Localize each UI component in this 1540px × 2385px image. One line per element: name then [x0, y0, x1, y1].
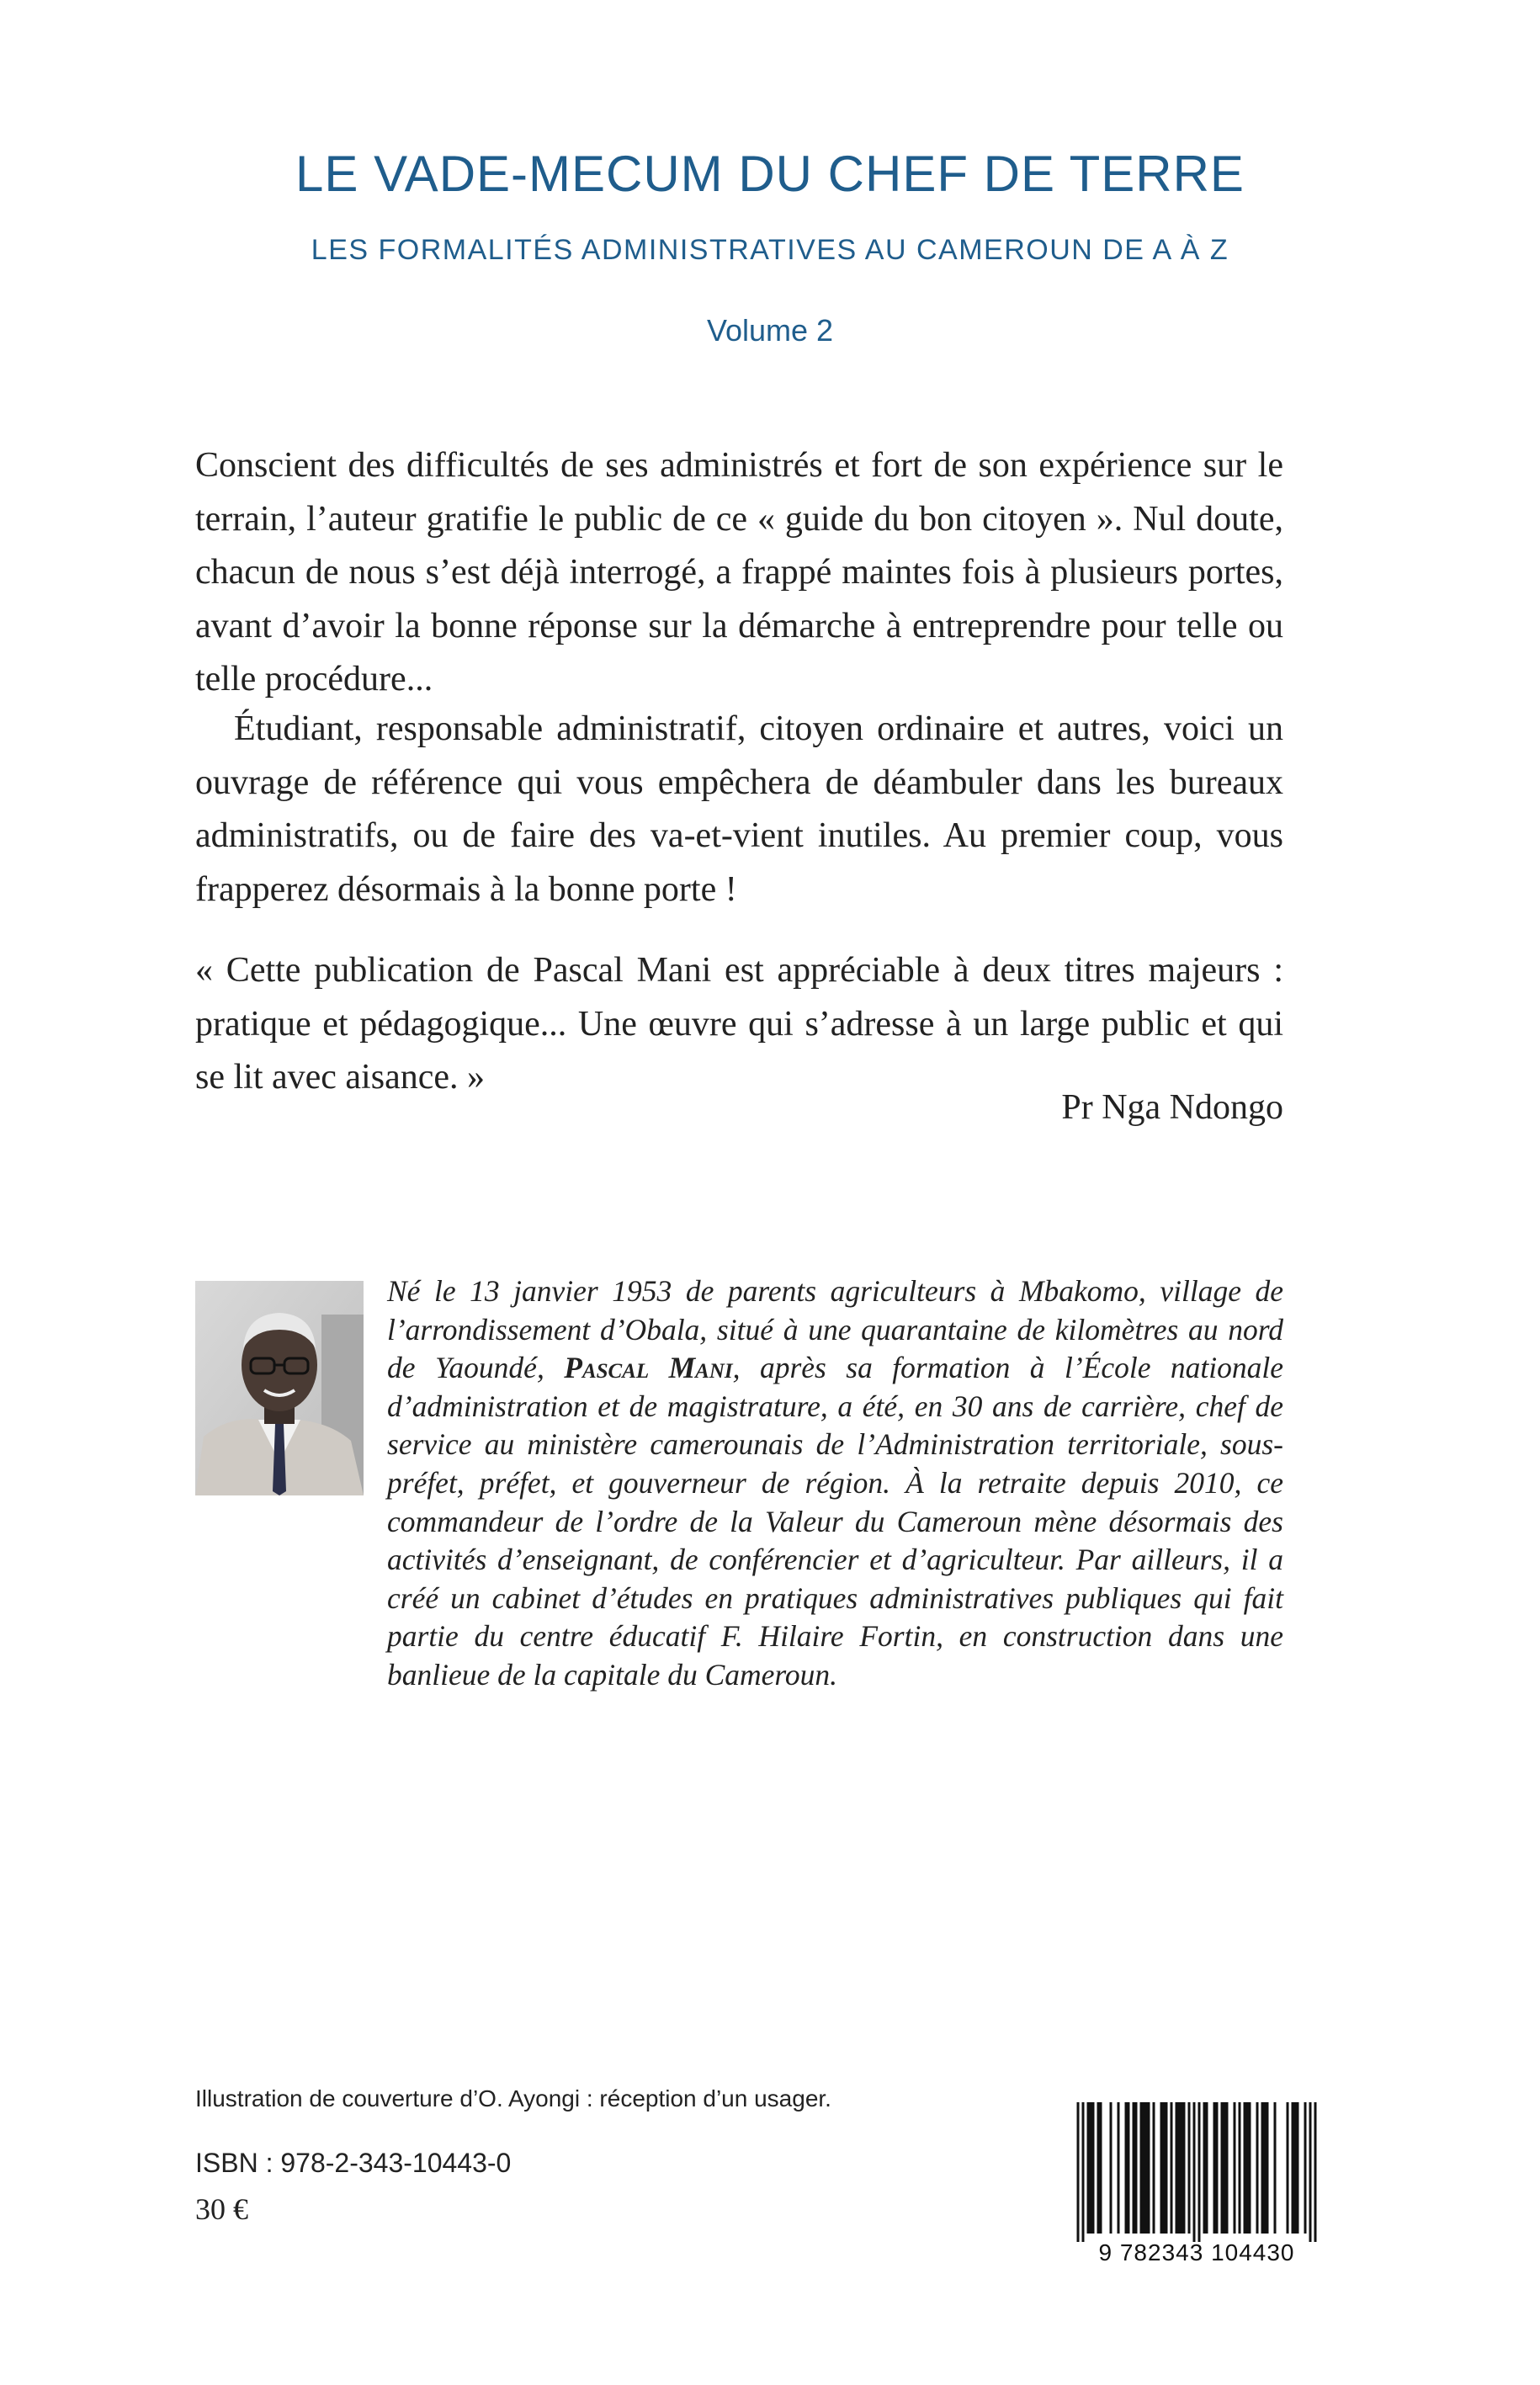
barcode-bar	[1163, 2102, 1166, 2234]
blurb-paragraph-1: Conscient des difficultés de ses administrés et fort de son expérience sur le terrain, l’auteur gratifie le public de ce « guide du bon citoyen ». Nul doute, chacun de nous s’est déjà interrogé, a frappé maintes fois à plusieurs portes, avant d’avoir la bonne réponse sur la démarche à entreprendre pour telle ou telle procédure...	[195, 446, 1283, 699]
barcode-bar	[1292, 2102, 1294, 2234]
barcode-bar	[1153, 2102, 1155, 2234]
author-biography	[387, 1272, 1283, 1695]
book-subtitle: LES FORMALITÉS ADMINISTRATIVES AU CAMEROUN DE A À Z	[311, 234, 1229, 266]
barcode-bar	[1082, 2102, 1085, 2242]
barcode-bar	[1206, 2102, 1208, 2234]
barcode-bar	[1171, 2102, 1173, 2234]
barcode-bar	[1304, 2102, 1307, 2234]
bio-text-start: Né le 13 janvier 1953 de parents agriculteurs à Mbakomo, village de l’arrondissement d’Obala, situé à une quarantaine de kilomètres au nord de Yaoundé,	[387, 1274, 1283, 1385]
barcode-digits: 9 782343 104430	[1098, 2239, 1295, 2265]
author-portrait-image	[195, 1281, 364, 1495]
barcode-bar	[1287, 2102, 1289, 2234]
barcode-bar	[1264, 2102, 1267, 2234]
barcode-bar	[1125, 2102, 1128, 2234]
barcode-bar	[1140, 2102, 1143, 2234]
barcode-bar	[1261, 2102, 1264, 2234]
isbn-number: ISBN : 978-2-343-10443-0	[195, 2148, 512, 2178]
blurb-paragraph-2: Étudiant, responsable administratif, citoyen ordinaire et autres, voici un ouvrage de référence qui vous empêchera de déambuler dans les bureaux administratifs, ou de faire des va-et-vient inutiles. Au premier coup, vous frapperez désormais à la bonne porte !	[195, 709, 1283, 909]
barcode-bar	[1297, 2102, 1299, 2234]
barcode-bar	[1246, 2102, 1249, 2234]
barcode-bars	[1077, 2102, 1317, 2242]
barcode-bar	[1256, 2102, 1259, 2234]
barcode-bar	[1224, 2102, 1226, 2234]
author-name: Pascal Mani	[564, 1351, 733, 1385]
barcode-bar	[1166, 2102, 1168, 2234]
barcode-bar	[1267, 2102, 1269, 2234]
barcode-bar	[1249, 2102, 1251, 2234]
barcode-bar	[1100, 2102, 1102, 2234]
barcode-bar	[1178, 2102, 1181, 2234]
barcode-bar	[1226, 2102, 1229, 2234]
barcode-bar	[1110, 2102, 1113, 2234]
illustration-credit: Illustration de couverture d’O. Ayongi : réception d’un usager.	[195, 2085, 831, 2111]
barcode-bar	[1133, 2102, 1135, 2234]
testimonial-quote: « Cette publication de Pascal Mani est appréciable à deux titres majeurs : pratique et pédagogique... Une œuvre qui s’adresse à un large public et qui se lit avec aisance. »	[195, 951, 1283, 1097]
barcode-bar	[1160, 2102, 1163, 2234]
barcode-bar	[1203, 2102, 1206, 2234]
barcode-bar	[1309, 2102, 1312, 2242]
testimonial-author: Pr Nga Ndongo	[1061, 1088, 1283, 1127]
barcode-bar	[1092, 2102, 1095, 2234]
barcode-bar	[1294, 2102, 1297, 2234]
volume-label: Volume 2	[706, 313, 834, 348]
barcode-bar	[1145, 2102, 1148, 2234]
barcode-bar	[1148, 2102, 1150, 2234]
barcode-bar	[1193, 2102, 1196, 2242]
barcode-bar	[1128, 2102, 1130, 2234]
book-title: LE VADE-MECUM DU CHEF DE TERRE	[295, 146, 1245, 202]
barcode-bar	[1244, 2102, 1246, 2234]
barcode-bar	[1213, 2102, 1216, 2234]
barcode-bar	[1077, 2102, 1080, 2242]
barcode-bar	[1216, 2102, 1219, 2234]
barcode-bar	[1176, 2102, 1178, 2234]
barcode-bar	[1181, 2102, 1183, 2234]
author-photo	[195, 1281, 364, 1495]
bio-text-end: , après sa formation à l’École nationale d’administration et de magistrature, a été, en 30 ans de carrière, chef de service au ministère camerounais de l’Administration territoriale, sous-préfet, préfet, et gouverneur de région. À la retraite depuis 2010, ce commandeur de l’ordre de la Valeur du Cameroun mène désormais des activités d’enseignant, de conférencier et d’agriculteur. Par ailleurs, il a créé un cabinet d’études en pratiques administratives publiques qui fait partie du centre éducatif F. Hilaire Fortin, en construction dans une banlieue de la capitale du Cameroun.	[387, 1351, 1283, 1692]
barcode-bar	[1234, 2102, 1236, 2234]
barcode-bar	[1188, 2102, 1191, 2234]
barcode-bar	[1135, 2102, 1138, 2234]
barcode-bar	[1183, 2102, 1186, 2234]
barcode-bar	[1198, 2102, 1201, 2242]
barcode-bar	[1274, 2102, 1277, 2234]
barcode-bar	[1118, 2102, 1120, 2234]
barcode-bar	[1087, 2102, 1090, 2234]
barcode-bar	[1097, 2102, 1100, 2234]
barcode	[1062, 2102, 1331, 2267]
barcode-bar	[1239, 2102, 1241, 2234]
barcode-bar	[1090, 2102, 1092, 2234]
price-label: 30 €	[195, 2192, 248, 2226]
barcode-bar	[1221, 2102, 1224, 2234]
barcode-bar	[1143, 2102, 1145, 2234]
barcode-bar	[1314, 2102, 1317, 2242]
